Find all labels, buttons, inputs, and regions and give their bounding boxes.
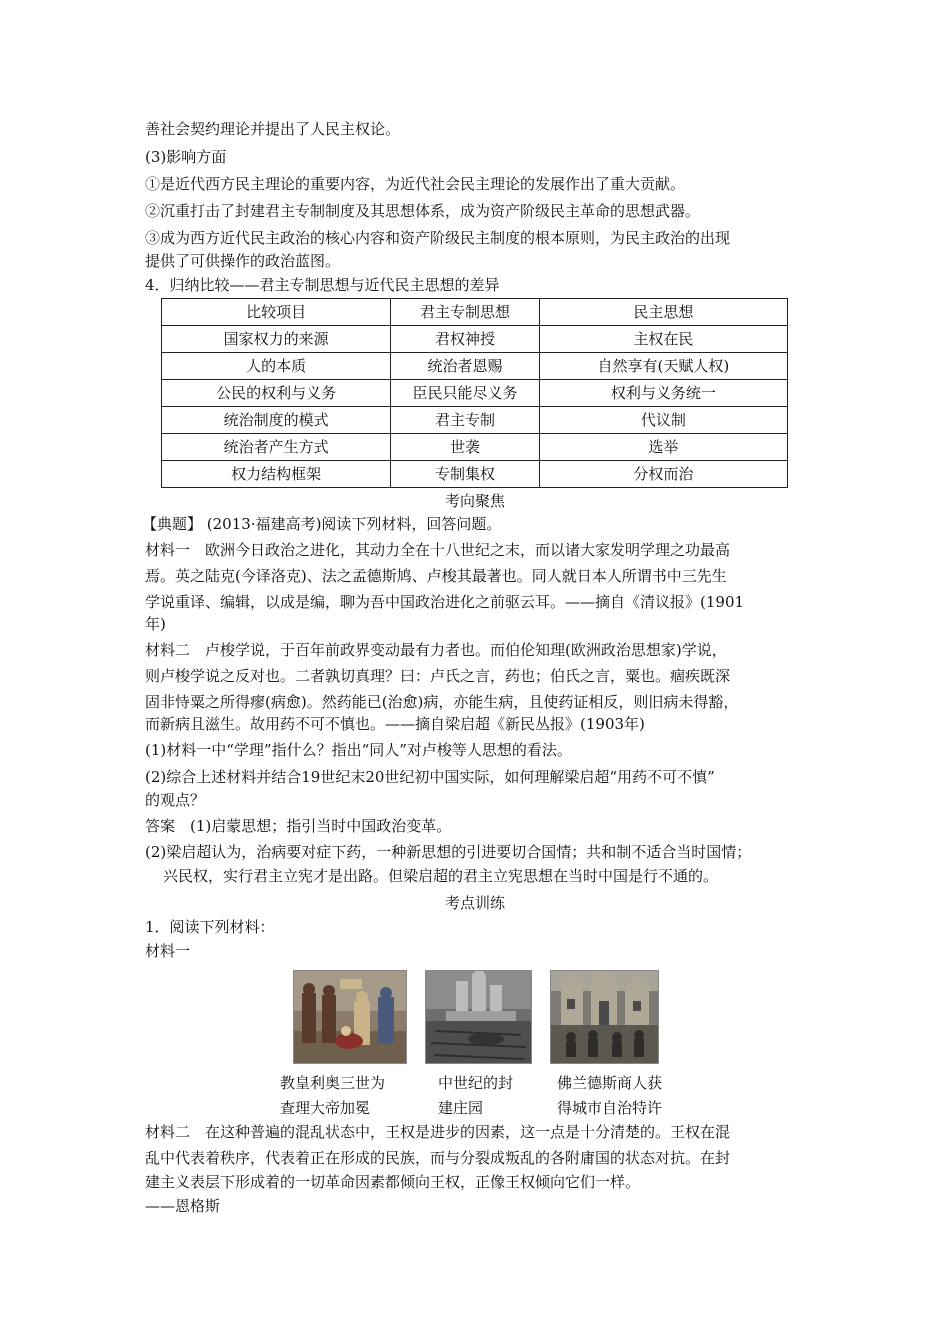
answer-line: 兴民权，实行君主立宪才是出路。但梁启超的君主立宪思想在当时中国是行不通的。 (163, 867, 719, 885)
table-cell: 臣民只能尽义务 (391, 380, 540, 407)
comparison-table (161, 298, 788, 488)
text-line: 年) (145, 615, 166, 633)
table-cell: 世袭 (391, 434, 540, 461)
text-line: 而新病且滋生。故用药不可不慎也。——摘自梁启超《新民丛报》(1903年) (145, 715, 645, 733)
section-heading: 考向聚焦 (444, 492, 505, 510)
text-line: ②沉重打击了封建君主专制制度及其思想体系，成为资产阶级民主革命的思想武器。 (145, 202, 701, 220)
table-row (162, 326, 788, 353)
table-cell: 分权而治 (539, 461, 787, 488)
table-header-cell: 君主专制思想 (391, 299, 540, 326)
table-cell: 主权在民 (539, 326, 787, 353)
image-caption: 查理大帝加冕 (280, 1099, 371, 1117)
text-line: 焉。英之陆克(今译洛克)、法之孟德斯鸠、卢梭其最著也。同人就日本人所谓书中三先生 (145, 567, 727, 585)
table-row (162, 353, 788, 380)
table-cell: 权力结构框架 (162, 461, 391, 488)
table-cell: 君主专制 (391, 407, 540, 434)
text-line: 1．阅读下列材料： (145, 918, 275, 936)
table-cell: 统治制度的模式 (162, 407, 391, 434)
text-line: 建主义表层下形成着的一切革命因素都倾向王权，正像王权倾向它们一样。 (145, 1173, 641, 1191)
question-line: (1)材料一中“学理”指什么？指出“同人”对卢梭等人思想的看法。 (145, 741, 572, 759)
text-line: 材料二 在这种普遍的混乱状态中，王权是进步的因素，这一点是十分清楚的。王权在混 (145, 1123, 731, 1141)
text-line: 材料一 (145, 942, 191, 960)
text-line: 材料二 卢梭学说，于百年前政界变动最有力者也。而伯伦知理(欧洲政治思想家)学说， (145, 641, 727, 659)
table-cell: 代议制 (539, 407, 787, 434)
manor-image (425, 970, 532, 1064)
table-cell: 国家权力的来源 (162, 326, 391, 353)
table-cell: 自然享有(天赋人权) (539, 353, 787, 380)
table-header-cell: 民主思想 (539, 299, 787, 326)
text-line: 乱中代表着秩序，代表着正在形成的民族，而与分裂成叛乱的各附庸国的状态对抗。在封 (145, 1149, 731, 1167)
table-row (162, 461, 788, 488)
image-caption: 得城市自治特许 (557, 1099, 663, 1117)
text-line: 材料一 欧洲今日政治之进化，其动力全在十八世纪之末，而以诸大家发明学理之功最高 (145, 541, 731, 559)
text-line: ③成为西方近代民主政治的核心内容和资产阶级民主制度的根本原则，为民主政治的出现 (145, 229, 731, 247)
text-line: 固非恃粟之所得瘳(病愈)。然药能已(治愈)病，亦能生病，且使药证相反，则旧病未得豁， (145, 693, 739, 711)
text-line: 则卢梭学说之反对也。二者孰切真理？曰：卢氏之言，药也；伯氏之言，粟也。痼疾既深 (145, 667, 731, 685)
answer-line: (2)梁启超认为，治病要对症下药，一种新思想的引进要切合国情；共和制不适合当时国情； (145, 843, 752, 861)
text-line: (3)影响方面 (145, 148, 227, 166)
coronation-image (293, 970, 407, 1064)
table-row (162, 434, 788, 461)
table-cell: 公民的权利与义务 (162, 380, 391, 407)
question-line: (2)综合上述材料并结合19世纪末20世纪初中国实际，如何理解梁启超“用药不可不慎” (145, 768, 715, 786)
table-header-cell: 比较项目 (162, 299, 391, 326)
table-cell: 统治者恩赐 (391, 353, 540, 380)
table-row (162, 407, 788, 434)
image-caption: 建庄园 (438, 1099, 484, 1117)
text-line: 学说重译、编辑，以成是编，聊为吾中国政治进化之前驱云耳。——摘自《清议报》(1901 (145, 593, 745, 611)
text-line: 提供了可供操作的政治蓝图。 (145, 252, 341, 270)
table-cell: 君权神授 (391, 326, 540, 353)
image-caption: 佛兰德斯商人获 (557, 1074, 663, 1092)
table-header-row (162, 299, 788, 326)
text-line: ——恩格斯 (145, 1197, 221, 1215)
table-cell: 人的本质 (162, 353, 391, 380)
table-row (162, 380, 788, 407)
table-cell: 选举 (539, 434, 787, 461)
question-line: 的观点？ (145, 791, 206, 809)
text-line: ①是近代西方民主理论的重要内容，为近代社会民主理论的发展作出了重大贡献。 (145, 175, 686, 193)
text-line: 善社会契约理论并提出了人民主权论。 (145, 120, 401, 138)
merchants-image (550, 970, 659, 1064)
table-cell: 专制集权 (391, 461, 540, 488)
image-caption: 教皇利奥三世为 (280, 1074, 386, 1092)
section-heading: 考点训练 (444, 894, 505, 912)
table-cell: 统治者产生方式 (162, 434, 391, 461)
table-cell: 权利与义务统一 (539, 380, 787, 407)
text-line: 4．归纳比较——君主专制思想与近代民主思想的差异 (145, 276, 500, 294)
answer-line: 答案 (1)启蒙思想；指引当时中国政治变革。 (145, 817, 452, 835)
image-caption: 中世纪的封 (438, 1074, 514, 1092)
text-line: 【典题】 (2013·福建高考)阅读下列材料，回答问题。 (142, 515, 502, 533)
